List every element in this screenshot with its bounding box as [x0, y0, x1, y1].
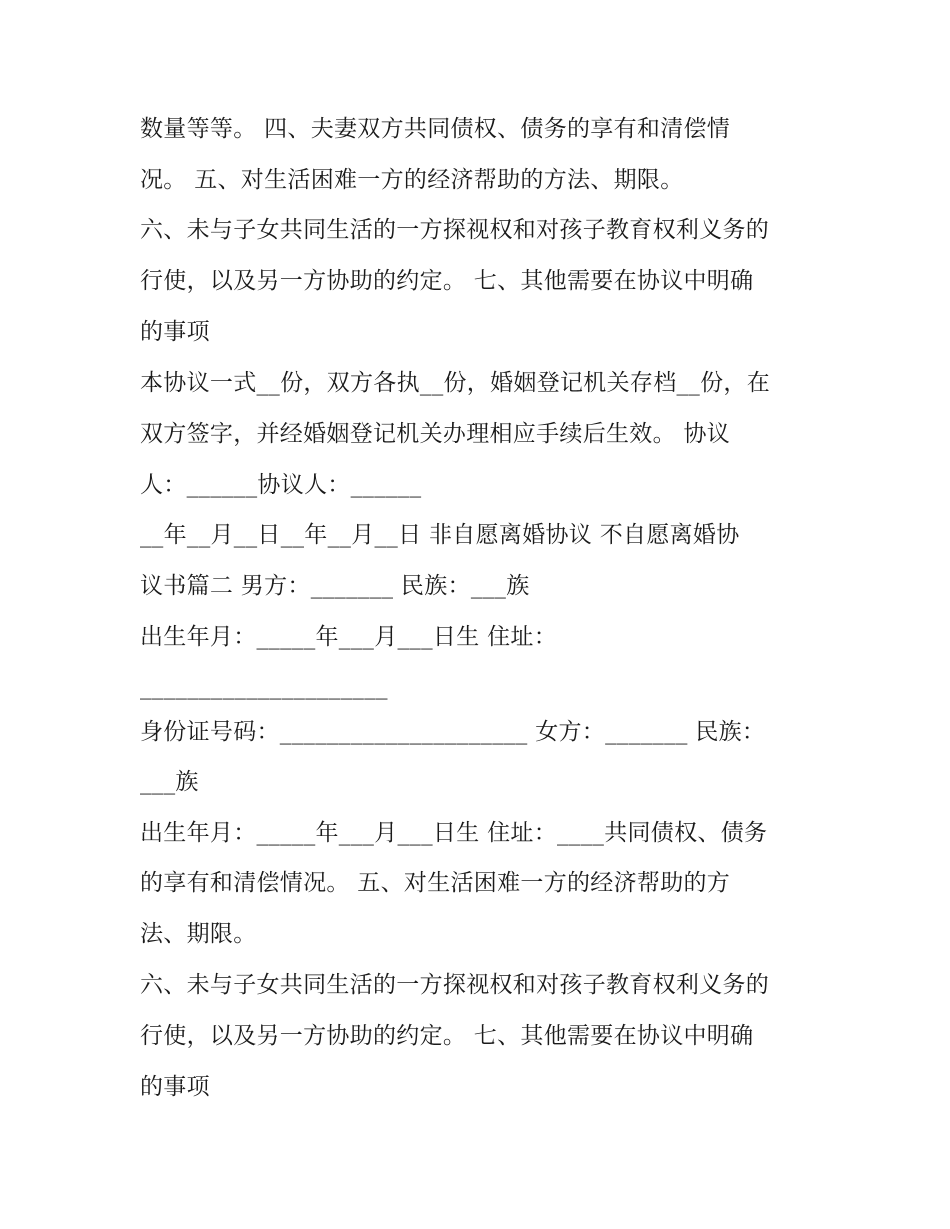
text-line: 行使，以及另一方协助的约定。 七、其他需要在协议中明确 — [140, 1023, 754, 1049]
text-line: 议书篇二 男方：_______ 民族：___族 — [140, 573, 530, 599]
text-line: 的事项 — [140, 1074, 210, 1100]
text-line: 人：______协议人：______ — [140, 472, 422, 498]
text-line: ___族 — [140, 769, 199, 795]
text-line: 出生年月：_____年___月___日生 住址： — [140, 624, 558, 650]
text-line: 的事项 — [140, 319, 210, 345]
text-line: __年__月__日__年__月__日 非自愿离婚协议 不自愿离婚协 — [140, 522, 740, 548]
text-line: 的享有和清偿情况。 五、对生活困难一方的经济帮助的方 — [140, 870, 731, 896]
text-line: 六、未与子女共同生活的一方探视权和对孩子教育权利义务的 — [140, 217, 770, 243]
text-line: 数量等等。 四、夫妻双方共同债权、债务的享有和清偿情 — [140, 116, 731, 142]
text-line: 身份证号码：_____________________ 女方：_______ 民族： — [140, 719, 766, 745]
text-line: 六、未与子女共同生活的一方探视权和对孩子教育权利义务的 — [140, 972, 770, 998]
text-line: 法、期限。 — [140, 921, 257, 947]
text-line: 行使，以及另一方协助的约定。 七、其他需要在协议中明确 — [140, 268, 754, 294]
text-line: 本协议一式__份，双方各执__份，婚姻登记机关存档__份，在 — [140, 370, 770, 396]
text-line: 双方签字，并经婚姻登记机关办理相应手续后生效。 协议 — [140, 421, 731, 447]
text-line: _____________________ — [140, 674, 388, 700]
text-line: 出生年月：_____年___月___日生 住址：____共同债权、债务 — [140, 820, 768, 846]
text-line: 况。 五、对生活困难一方的经济帮助的方法、期限。 — [140, 167, 684, 193]
